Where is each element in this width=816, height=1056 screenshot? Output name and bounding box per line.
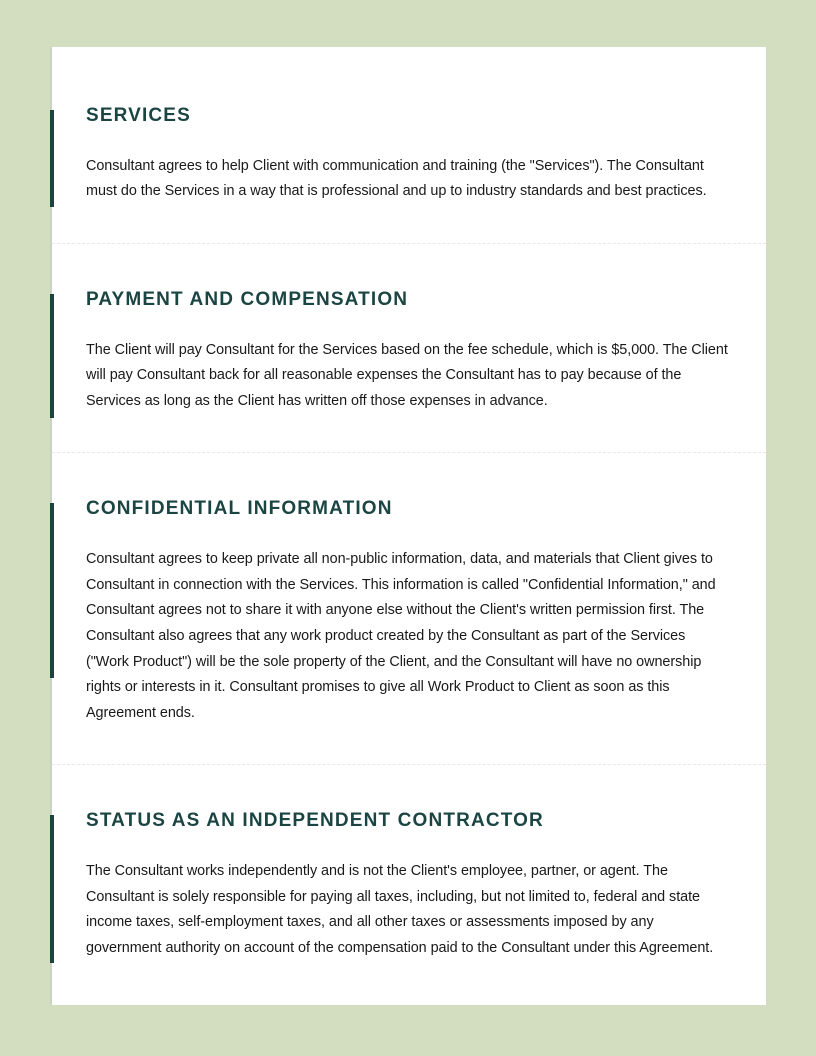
section-status-as-an-independent-contractor <box>52 765 766 961</box>
document-content <box>52 47 766 1005</box>
section-payment-and-compensation <box>52 244 766 415</box>
section-heading-confidential-information: CONFIDENTIAL INFORMATION <box>86 498 393 520</box>
section-heading-status-as-an-independent-contractor: STATUS AS AN INDEPENDENT CONTRACTOR <box>86 810 544 832</box>
section-body-payment-and-compensation: The Client will pay Consultant for the Services based on the fee schedule, which is $5,000. The Client will pay Consultant back for all reasonable expenses the Consultant has to pay because of the Services as long as the Client has written off those expenses in advance. <box>86 341 728 409</box>
section-heading-services: SERVICES <box>86 105 191 126</box>
section-accent-bar <box>50 815 54 963</box>
section-body-status-as-an-independent-contractor: The Consultant works independently and is not the Client's employee, partner, or agent. The Consultant is solely responsible for paying all taxes, including, but not limited to, federal and state income taxes, self-employment taxes, and all other taxes or assessments imposed by any government authority on account of the compensation paid to the Consultant under this Agreement. <box>86 863 714 956</box>
section-confidential-information <box>52 453 766 726</box>
section-accent-bar <box>50 110 54 207</box>
document-card <box>50 47 766 1005</box>
section-heading-payment-and-compensation: PAYMENT AND COMPENSATION <box>86 288 409 310</box>
spacer <box>52 726 766 764</box>
spacer <box>52 205 766 243</box>
section-accent-bar <box>50 503 54 678</box>
section-accent-bar <box>50 294 54 418</box>
spacer <box>52 414 766 452</box>
section-body-confidential-information: Consultant agrees to keep private all non-public information, data, and materials that Client gives to Consultant in connection with the Services. This information is called "Confidential Information," and Consultant agrees not to share it with anyone else without the Client's written permission first. The Consultant also agrees that any work product created by the Consultant as part of the Services ("Work Product") will be the sole property of the Client, and the Consultant will have no ownership rights or interests in it. Consultant promises to give all Work Product to Client as soon as this Agreement ends. <box>86 551 716 721</box>
section-services <box>52 47 766 205</box>
section-body-services: Consultant agrees to help Client with communication and training (the "Services"). The Consultant must do the Services in a way that is professional and up to industry standards and best practices. <box>86 157 707 200</box>
